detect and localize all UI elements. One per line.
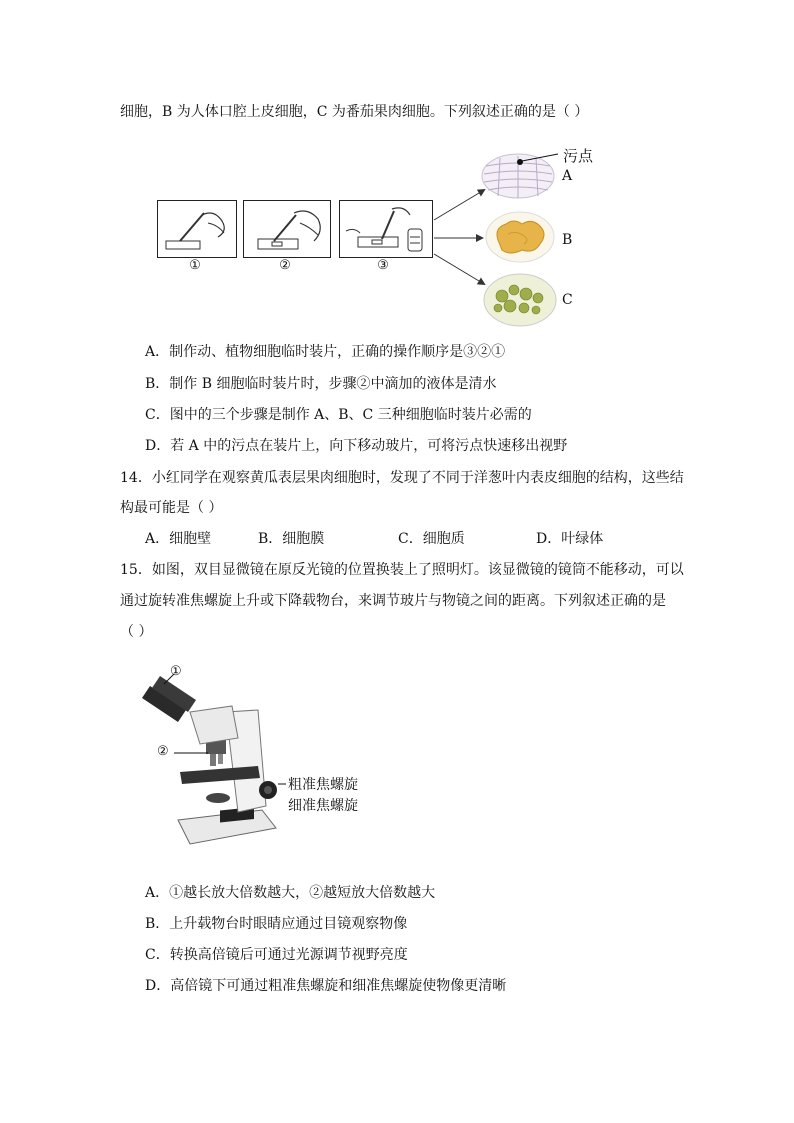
- stain-slide-icon: [340, 201, 432, 257]
- result-label-a: A: [562, 168, 573, 184]
- q14-option-a: A．细胞壁: [145, 531, 212, 547]
- q15-stem-line1: 15．如图，双目显微镜在原反光镜的位置换装上了照明灯。该显微镜的镜筒不能移动，可以: [120, 562, 684, 578]
- part-label-1: ①: [170, 664, 182, 679]
- fine-focus-label: 细准焦螺旋: [288, 798, 358, 814]
- step-box-1: [157, 200, 237, 258]
- q14-option-c: C．细胞质: [398, 531, 465, 547]
- q13-stem-tail: 细胞，B 为人体口腔上皮细胞，C 为番茄果肉细胞。下列叙述正确的是（ ）: [120, 104, 589, 120]
- cell-view-c: [482, 272, 558, 328]
- q15-option-b: B．上升载物台时眼睛应通过目镜观察物像: [145, 916, 408, 932]
- result-label-c: C: [562, 292, 573, 308]
- scrape-slide-icon: [244, 201, 330, 257]
- coarse-focus-label: 粗准焦螺旋: [288, 777, 358, 793]
- smudge-label: 污点: [563, 147, 594, 165]
- q15-stem-line2: 通过旋转准焦螺旋上升或下降载物台，来调节玻片与物镜之间的距离。下列叙述正确的是: [120, 593, 666, 609]
- q15-stem-line3: （ ）: [120, 624, 153, 640]
- cell-view-a: [480, 150, 560, 202]
- cell-view-b: [484, 210, 556, 264]
- q14-option-b: B．细胞膜: [258, 531, 325, 547]
- q13-option-c: C．图中的三个步骤是制作 A、B、C 三种细胞临时装片必需的: [145, 407, 532, 423]
- smudge-dot: [517, 159, 523, 165]
- step-box-3: [339, 200, 433, 258]
- q13-option-d: D．若 A 中的污点在装片上，向下移动玻片，可将污点快速移出视野: [145, 438, 568, 454]
- q13-option-b: B．制作 B 细胞临时装片时，步骤②中滴加的液体是清水: [145, 376, 497, 392]
- dropper-slide-icon: [158, 201, 236, 257]
- q13-option-a: A．制作动、植物细胞临时装片，正确的操作顺序是③②①: [145, 344, 506, 360]
- step-box-2: [243, 200, 331, 258]
- q14-option-d: D．叶绿体: [536, 531, 604, 547]
- q14-stem-line2: 构最可能是（ ）: [120, 500, 223, 516]
- q13-procedure-figure: [157, 200, 437, 280]
- q15-option-d: D．高倍镜下可通过粗准焦螺旋和细准焦螺旋使物像更清晰: [145, 978, 507, 994]
- microscope-icon: [130, 660, 290, 860]
- result-label-b: B: [562, 232, 573, 248]
- part-label-2: ②: [157, 744, 169, 759]
- step-label-1: ①: [189, 258, 201, 273]
- q14-stem-line1: 14．小红同学在观察黄瓜表层果肉细胞时，发现了不同于洋葱叶内表皮细胞的结构，这些结: [120, 470, 684, 486]
- q15-option-a: A．①越长放大倍数越大，②越短放大倍数越大: [145, 885, 436, 901]
- step-label-2: ②: [279, 258, 291, 273]
- q15-option-c: C．转换高倍镜后可通过光源调节视野亮度: [145, 947, 408, 963]
- step-label-3: ③: [377, 258, 389, 273]
